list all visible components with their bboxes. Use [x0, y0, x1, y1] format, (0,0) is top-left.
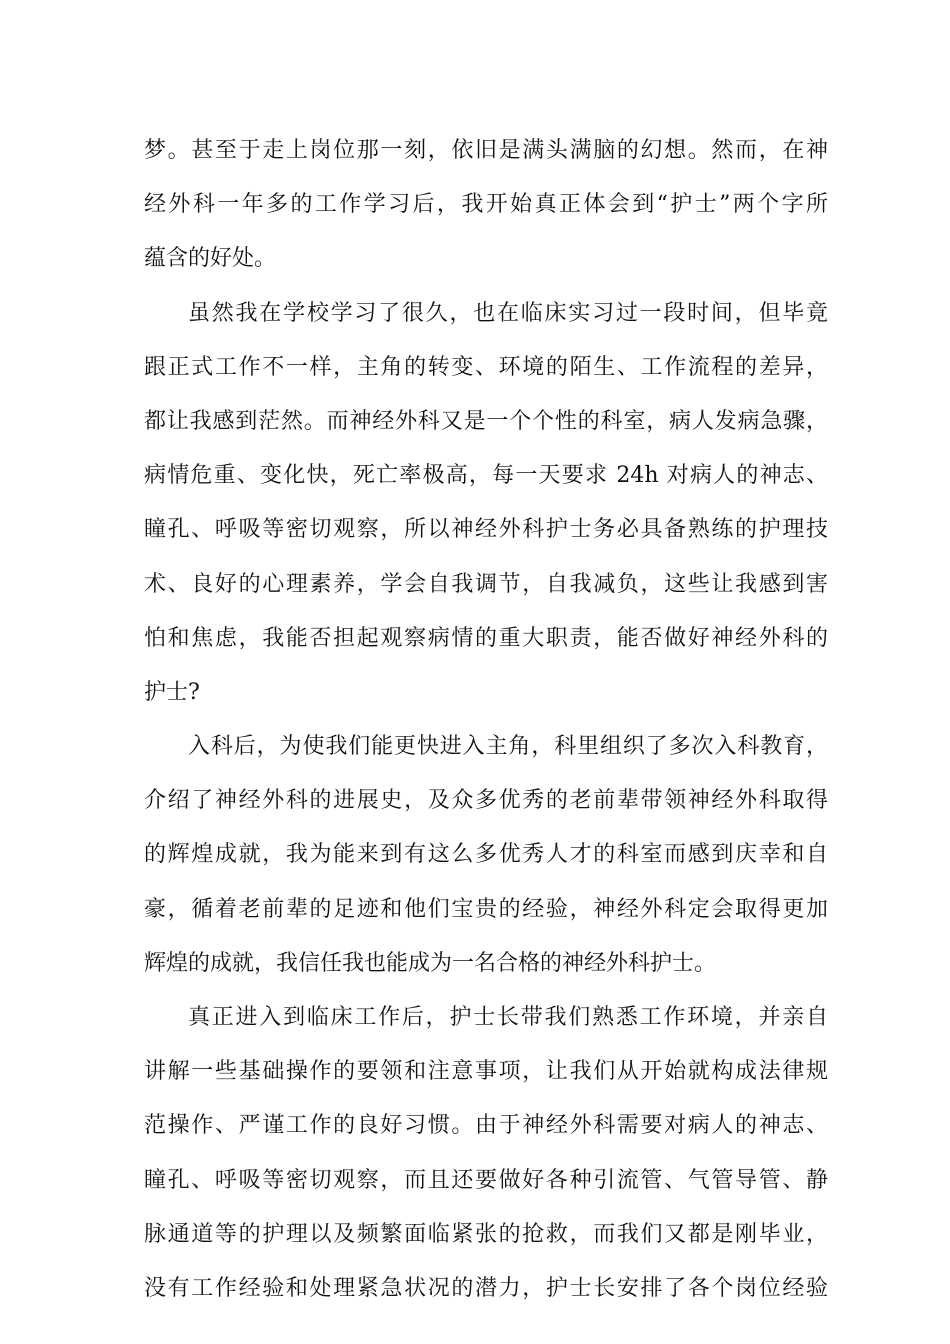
text-line: 梦。甚至于走上岗位那一刻，依旧是满头满脑的幻想。然而，在神 [144, 138, 828, 163]
text-line: 介绍了神经外科的进展史，及众多优秀的老前辈带领神经外科取得 [144, 788, 828, 814]
text-line: 的辉煌成就，我为能来到有这么多优秀人才的科室而感到庆幸和自 [144, 842, 828, 868]
text-line: 入科后，为使我们能更快进入主角，科里组织了多次入科教育， [188, 734, 828, 760]
text-line: 辉煌的成就，我信任我也能成为一名合格的神经外科护士。 [144, 950, 717, 976]
text-line: 没有工作经验和处理紧急状况的潜力，护士长安排了各个岗位经验 [144, 1275, 828, 1301]
text-line: 瞳孔、呼吸等密切观察，而且还要做好各种引流管、气管导管、静 [144, 1167, 828, 1193]
text-line: 脉通道等的护理以及频繁面临紧张的抢救，而我们又都是刚毕业， [144, 1221, 828, 1247]
text-line: 真正进入到临床工作后，护士长带我们熟悉工作环境，并亲自 [188, 1005, 828, 1030]
text-line: 蕴含的好处。 [144, 246, 277, 272]
text-line: 跟正式工作不一样，主角的转变、环境的陌生、工作流程的差异， [144, 354, 828, 380]
text-line: 怕和焦虑，我能否担起观察病情的重大职责，能否做好神经外科的 [144, 625, 828, 651]
text-line: 术、良好的心理素养，学会自我调节，自我减负，这些让我感到害 [144, 571, 828, 597]
text-line: 瞳孔、呼吸等密切观察，所以神经外科护士务必具备熟练的护理技 [144, 517, 828, 543]
body-text [144, 124, 828, 1316]
text-line: 讲解一些基础操作的要领和注意事项，让我们从开始就构成法律规 [144, 1059, 828, 1085]
text-line: 豪，循着老前辈的足迹和他们宝贵的经验，神经外科定会取得更加 [144, 896, 828, 922]
text-line: 范操作、严谨工作的良好习惯。由于神经外科需要对病人的神志、 [144, 1113, 828, 1139]
text-line: 经外科一年多的工作学习后，我开始真正体会到“护士”两个字所 [144, 192, 828, 218]
text-line: 病情危重、变化快，死亡率极高，每一天要求 24h 对病人的神志、 [144, 463, 828, 489]
text-line: 护士? [144, 679, 200, 705]
text-line: 都让我感到茫然。而神经外科又是一个个性的科室，病人发病急骤， [144, 408, 828, 434]
text-line: 虽然我在学校学习了很久，也在临床实习过一段时间，但毕竟 [188, 300, 828, 326]
